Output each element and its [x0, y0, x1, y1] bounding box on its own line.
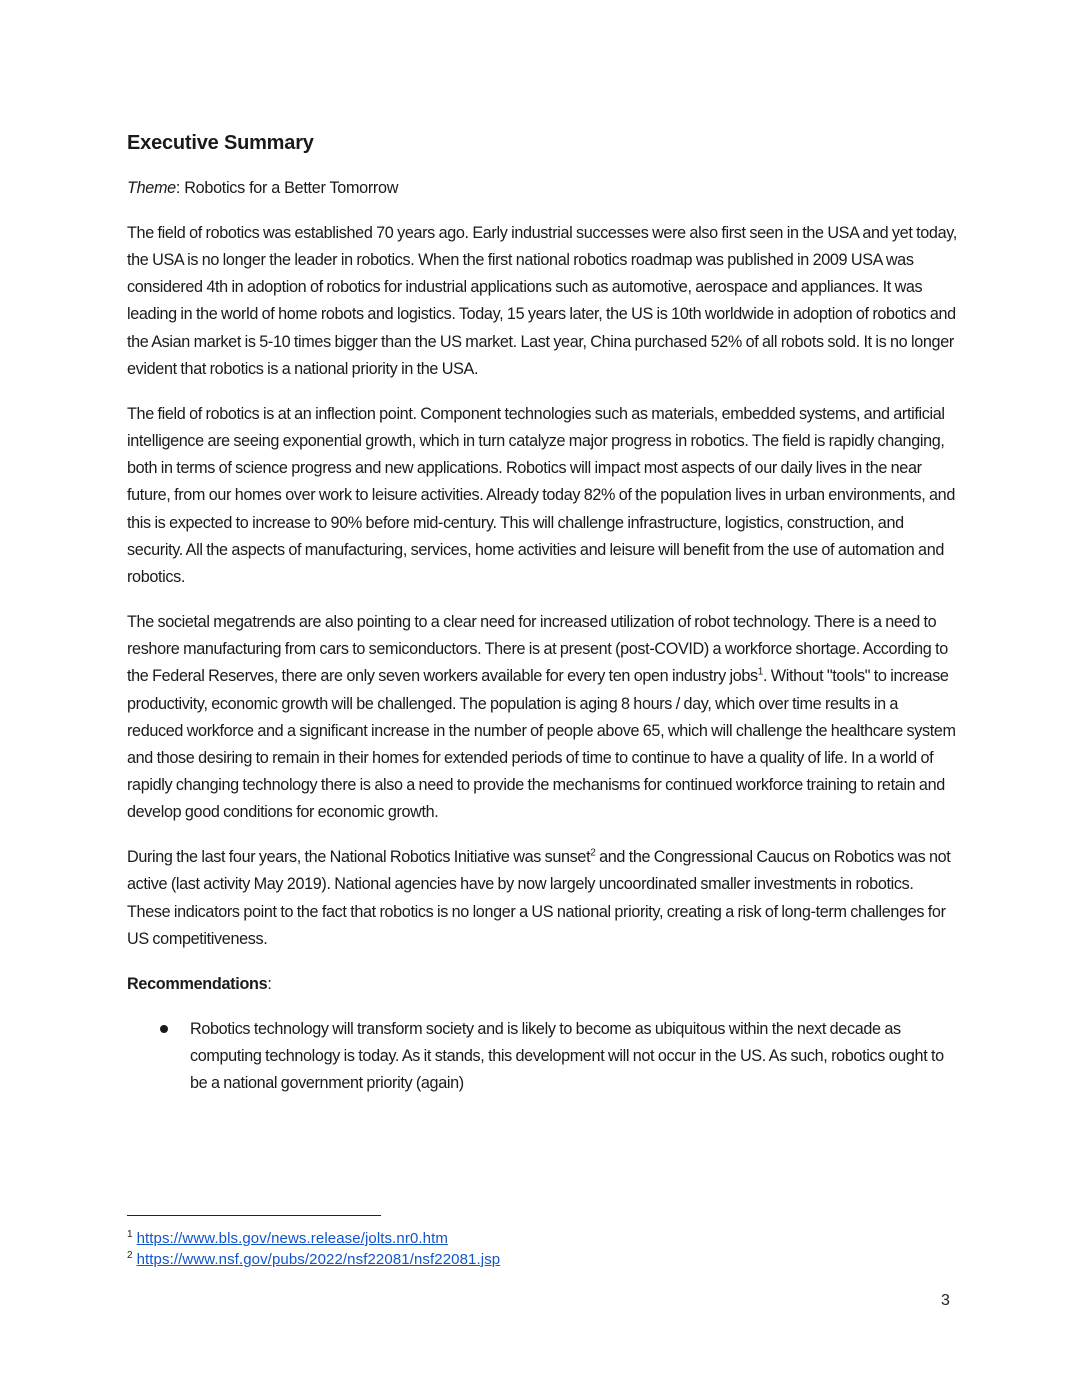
recommendations-colon: : [267, 974, 272, 993]
theme-value: Robotics for a Better Tomorrow [184, 179, 399, 197]
recommendations-heading [127, 971, 957, 998]
bullet-icon [160, 1025, 168, 1033]
footnote-divider [127, 1215, 381, 1216]
theme-line [127, 175, 957, 202]
recommendations-list [127, 1016, 957, 1097]
recommendation-text: Robotics technology will transform society and is likely to become as ubiquitous within the next decade as computing technology is today. As it stands, this development will not occur in the US. As such, robotics ought to be a national government priority (again) [190, 1019, 944, 1093]
theme-separator: : [175, 179, 185, 197]
footnote-reference[interactable]: 1 [757, 666, 763, 678]
footnote-link[interactable]: https://www.bls.gov/news.release/jolts.nr0.htm [136, 1230, 448, 1247]
page-number: 3 [941, 1292, 950, 1309]
footnotes [127, 1228, 500, 1270]
page-content [127, 128, 957, 1097]
footnote-2 [127, 1249, 500, 1270]
paragraph-text: and the Congressional Caucus on Robotics was not active (last activity May 2019). National agencies have by now largely uncoordinated smaller investments in robotics. These indicators point to the fact that robotics is no longer a US national priority, creating a risk of long-term challenges for US competitiveness. [127, 848, 951, 948]
paragraph-national-priority [127, 844, 957, 953]
paragraph-history: The field of robotics was established 70 years ago. Early industrial successes were also first seen in the USA and yet today, the USA is no longer the leader in robotics. When the first national robotics roadmap was published in 2009 USA was considered 4th in adoption of robotics for industrial applications such as automotive, aerospace and appliances. It was leading in the world of home robots and logistics. Today, 15 years later, the US is 10th worldwide in adoption of robotics and the Asian market is 5-10 times bigger than the US market. Last year, China purchased 52% of all robots sold. It is no longer evident that robotics is a national priority in the USA. [127, 224, 957, 378]
paragraph-megatrends [127, 609, 957, 826]
recommendation-item [127, 1016, 957, 1097]
theme-label: Theme [127, 179, 176, 197]
footnote-reference[interactable]: 2 [590, 847, 596, 859]
paragraph-inflection-point: The field of robotics is at an inflection point. Component technologies such as materials, embedded systems, and artificial intelligence are seeing exponential growth, which in turn catalyze major progress in robotics. The field is rapidly changing, both in terms of science progress and new applications. Robotics will impact most aspects of our daily lives in the near future, from our homes over work to leisure activities. Already today 82% of the population lives in urban environments, and this is expected to increase to 90% before mid-century. This will challenge infrastructure, logistics, construction, and security. All the aspects of manufacturing, services, home activities and leisure will benefit from the use of automation and robotics. [127, 404, 955, 586]
recommendations-title: Recommendations [127, 974, 268, 993]
footnote-link[interactable]: https://www.nsf.gov/pubs/2022/nsf22081/nsf22081.jsp [136, 1251, 501, 1268]
paragraph-text: . Without "tools" to increase productivity, economic growth will be challenged. The population is aging 8 hours / day, which over time results in a reduced workforce and a significant increase in the number of people above 65, which will challenge the healthcare system and those desiring to remain in their homes for extended periods of time to continue to have a quality of life. In a world of rapidly changing technology there is also a need to provide the mechanisms for continued workforce training to retain and develop good conditions for economic growth. [127, 667, 956, 822]
paragraph-text: During the last four years, the National Robotics Initiative was sunset [127, 848, 591, 867]
footnote-number: 1 [127, 1229, 133, 1240]
footnote-number: 2 [127, 1250, 133, 1261]
footnote-1 [127, 1228, 500, 1249]
section-heading: Executive Summary [127, 132, 314, 154]
paragraph-text: The societal megatrends are also pointing to a clear need for increased utilization of robot technology. There is a need to reshore manufacturing from cars to semiconductors. There is at present (post-COVID) a workforce shortage. According to the Federal Reserves, there are only seven workers available for every ten open industry jobs [127, 613, 948, 686]
